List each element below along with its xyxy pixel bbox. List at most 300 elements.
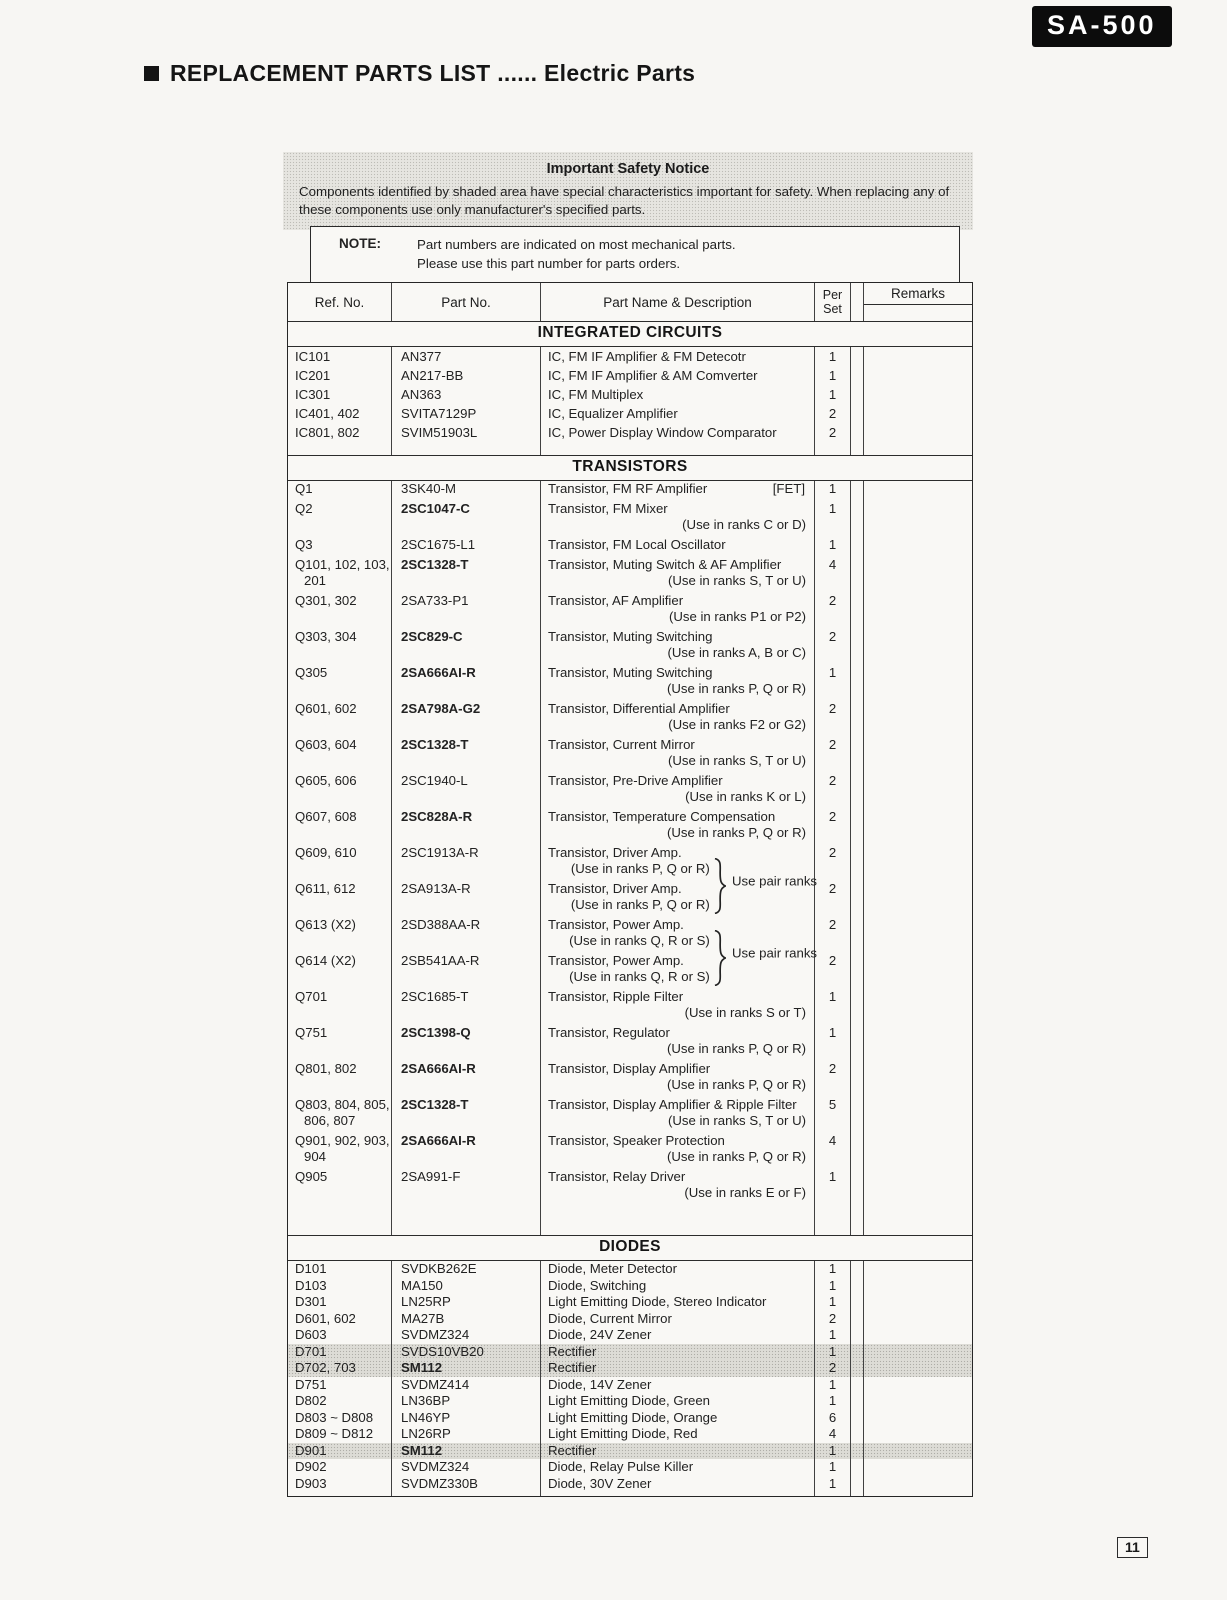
- description-cell: [541, 481, 815, 501]
- page-number: 11: [1117, 1537, 1148, 1558]
- part-name-line: Light Emitting Diode, Stereo Indicator: [548, 1294, 767, 1309]
- per-set-cell: 1: [815, 481, 851, 501]
- ref-no-cell: Q2: [288, 501, 392, 537]
- remarks-cell: [864, 737, 972, 773]
- use-rank-note: (Use in ranks S, T or U): [667, 573, 806, 588]
- section-header-diodes: DIODES: [288, 1236, 972, 1261]
- ref-no-cell: Q701: [288, 989, 392, 1025]
- part-name-line: Transistor, AF Amplifier: [548, 593, 684, 608]
- gap-cell: [851, 385, 864, 404]
- description-cell: [541, 593, 815, 629]
- remarks-cell: [864, 809, 972, 845]
- ref-no-cell: Q751: [288, 1025, 392, 1061]
- use-rank-note: (Use in ranks P, Q or R): [667, 1149, 806, 1164]
- gap-cell: [851, 1327, 864, 1344]
- remarks-cell: [864, 1327, 972, 1344]
- gap-cell: [851, 347, 864, 366]
- gap-cell: [851, 1097, 864, 1133]
- table-row: [288, 481, 972, 501]
- ref-no-cell: D901: [288, 1443, 392, 1460]
- model-badge: SA-500: [1032, 6, 1172, 47]
- use-rank-note: (Use in ranks P, Q or R): [667, 825, 806, 840]
- description-cell: [541, 1261, 815, 1278]
- gap-cell: [815, 1492, 851, 1496]
- description-cell: [541, 1169, 815, 1205]
- remarks-cell: [864, 404, 972, 423]
- per-set-cell: 4: [815, 557, 851, 593]
- part-no-cell: 2SC1398-Q: [392, 1025, 541, 1061]
- description-cell: [541, 773, 815, 809]
- ref-no-cell: D802: [288, 1393, 392, 1410]
- description-cell: [541, 1393, 815, 1410]
- gap-cell: [864, 1205, 972, 1235]
- gap-cell: [851, 366, 864, 385]
- ref-no-line2: 904: [304, 1149, 327, 1164]
- section-gap: [288, 1205, 972, 1236]
- remarks-cell: [864, 385, 972, 404]
- part-no-cell: SVDMZ414: [392, 1377, 541, 1394]
- part-name-line: Light Emitting Diode, Orange: [548, 1409, 718, 1425]
- table-row: [288, 1133, 972, 1169]
- ref-no-cell: Q603, 604: [288, 737, 392, 773]
- part-no-cell: 2SC1940-L: [392, 773, 541, 809]
- section-rows: [288, 1261, 972, 1492]
- gap-cell: [288, 442, 392, 455]
- ref-no-cell: D101: [288, 1261, 392, 1278]
- gap-cell: [851, 1377, 864, 1394]
- per-set-cell: 2: [815, 1360, 851, 1377]
- per-set-cell: 2: [815, 629, 851, 665]
- gap-cell: [851, 1205, 864, 1235]
- part-name-line: Diode, Current Mirror: [548, 1310, 672, 1326]
- use-rank-note: (Use in ranks P, Q or R): [667, 1077, 806, 1092]
- remarks-cell: [864, 501, 972, 537]
- table-row: [288, 881, 972, 917]
- description-cell: [541, 423, 815, 442]
- table-row: [288, 1025, 972, 1061]
- part-name-line: Transistor, FM RF Amplifier [FET]: [548, 481, 809, 497]
- part-no-cell: 2SC1047-C: [392, 501, 541, 537]
- per-set-cell: 4: [815, 1426, 851, 1443]
- remarks-cell: [864, 989, 972, 1025]
- part-no-cell: SVDKB262E: [392, 1261, 541, 1278]
- header-remarks: Remarks: [864, 283, 972, 321]
- part-no-cell: LN25RP: [392, 1294, 541, 1311]
- per-set-cell: 1: [815, 1169, 851, 1205]
- remarks-cell: [864, 1360, 972, 1377]
- part-no-cell: 2SA991-F: [392, 1169, 541, 1205]
- ref-no-cell: D902: [288, 1459, 392, 1476]
- ref-no-cell: Q1: [288, 481, 392, 501]
- ref-no-cell: IC401, 402: [288, 404, 392, 423]
- gap-cell: [851, 953, 864, 989]
- gap-cell: [851, 1061, 864, 1097]
- gap-cell: [851, 1278, 864, 1295]
- per-set-cell: 1: [815, 989, 851, 1025]
- description-cell: [541, 404, 815, 423]
- part-no-cell: 2SD388AA-R: [392, 917, 541, 953]
- part-no-cell: 2SC1913A-R: [392, 845, 541, 881]
- per-set-cell: 6: [815, 1410, 851, 1427]
- part-name-line: Light Emitting Diode, Green: [548, 1393, 710, 1408]
- header-part-name-description: Part Name & Description: [541, 283, 815, 321]
- gap-cell: [851, 881, 864, 917]
- ref-no-cell: Q611, 612: [288, 881, 392, 917]
- per-set-cell: 1: [815, 1476, 851, 1493]
- table-row: [288, 557, 972, 593]
- gap-cell: [392, 1205, 541, 1235]
- use-rank-note: (Use in ranks E or F): [684, 1185, 806, 1200]
- gap-cell: [851, 773, 864, 809]
- ref-no-cell: D603: [288, 1327, 392, 1344]
- part-name-line: Transistor, Display Amplifier & Ripple Filter: [548, 1097, 797, 1112]
- per-set-cell: 1: [815, 1261, 851, 1278]
- gap-cell: [851, 537, 864, 557]
- use-rank-note: (Use in ranks S, T or U): [667, 1113, 806, 1128]
- ref-no-cell: Q101, 102, 103, 201: [288, 557, 392, 593]
- part-no-cell: LN46YP: [392, 1410, 541, 1427]
- use-rank-note: (Use in ranks K or L): [685, 789, 806, 804]
- gap-cell: [851, 1344, 864, 1361]
- fet-tag: [FET]: [772, 481, 805, 496]
- table-row: [288, 917, 972, 953]
- gap-cell: [851, 809, 864, 845]
- use-rank-note: (Use in ranks F2 or G2): [668, 717, 806, 732]
- per-set-cell: 1: [815, 1344, 851, 1361]
- part-name-line: Transistor, Muting Switch & AF Amplifier: [548, 557, 782, 572]
- per-set-cell: 1: [815, 1294, 851, 1311]
- table-row: [288, 1278, 972, 1295]
- table-row: [288, 501, 972, 537]
- part-no-cell: 2SA913A-R: [392, 881, 541, 917]
- description-cell: [541, 1459, 815, 1476]
- table-row: [288, 1360, 972, 1377]
- safety-notice-title: Important Safety Notice: [546, 161, 710, 177]
- gap-cell: [851, 481, 864, 501]
- note-label: NOTE:: [339, 236, 381, 251]
- remarks-cell: [864, 537, 972, 557]
- gap-cell: [851, 1459, 864, 1476]
- table-row: [288, 989, 972, 1025]
- remarks-cell: [864, 593, 972, 629]
- ref-no-cell: IC301: [288, 385, 392, 404]
- description-cell: [541, 1097, 815, 1133]
- table-row: [288, 701, 972, 737]
- part-name-line: Transistor, Current Mirror: [548, 737, 695, 752]
- section-gap: [288, 1492, 972, 1496]
- per-set-cell: 2: [815, 701, 851, 737]
- part-name-line: Diode, Meter Detector: [548, 1261, 677, 1276]
- part-name-line: Transistor, Ripple Filter: [548, 989, 684, 1004]
- ref-no-cell: Q614 (X2): [288, 953, 392, 989]
- remarks-cell: [864, 1097, 972, 1133]
- remarks-cell: [864, 481, 972, 501]
- part-no-cell: 2SA798A-G2: [392, 701, 541, 737]
- per-set-cell: 1: [815, 665, 851, 701]
- pair-brace-icon: [713, 930, 726, 986]
- ref-no-cell: Q801, 802: [288, 1061, 392, 1097]
- per-set-cell: 2: [815, 737, 851, 773]
- table-row: [288, 1311, 972, 1328]
- ref-no-cell: Q905: [288, 1169, 392, 1205]
- description-cell: [541, 701, 815, 737]
- gap-cell: [851, 989, 864, 1025]
- remarks-cell: [864, 1133, 972, 1169]
- gap-cell: [851, 1360, 864, 1377]
- per-set-cell: 2: [815, 773, 851, 809]
- part-name-line: Transistor, Relay Driver: [548, 1169, 686, 1184]
- ref-no-cell: Q609, 610: [288, 845, 392, 881]
- part-name-line: Transistor, Temperature Compensation: [548, 809, 776, 824]
- gap-cell: [541, 1205, 815, 1235]
- per-set-cell: 1: [815, 366, 851, 385]
- per-set-cell: 2: [815, 917, 851, 953]
- remarks-cell: [864, 701, 972, 737]
- remarks-cell: [864, 1061, 972, 1097]
- part-name-line: Transistor, Muting Switching: [548, 665, 713, 680]
- table-row: [288, 1393, 972, 1410]
- gap-cell: [541, 1492, 815, 1496]
- note-line-2: Please use this part number for parts orders.: [417, 256, 681, 271]
- pair-rank-label: Use pair ranks: [732, 945, 818, 961]
- part-name-line: Diode, Switching: [548, 1277, 647, 1293]
- remarks-cell: [864, 953, 972, 989]
- table-row: [288, 1410, 972, 1427]
- title-bullet-icon: [144, 66, 159, 81]
- part-no-cell: SM112: [392, 1443, 541, 1460]
- gap-cell: [864, 442, 972, 455]
- gap-cell: [851, 665, 864, 701]
- description-cell: [541, 1294, 815, 1311]
- description-cell: [541, 1025, 815, 1061]
- header-gap-column: [851, 283, 864, 321]
- remarks-cell: [864, 1025, 972, 1061]
- header-per-set: Per Set: [815, 283, 851, 321]
- ref-no-line2: 201: [304, 573, 327, 588]
- ref-no-cell: D751: [288, 1377, 392, 1394]
- remarks-cell: [864, 1476, 972, 1493]
- gap-cell: [851, 737, 864, 773]
- ref-no-cell: D601, 602: [288, 1311, 392, 1328]
- description-cell: [541, 989, 815, 1025]
- section-header-integrated-circuits: INTEGRATED CIRCUITS: [288, 322, 972, 347]
- table-row: [288, 347, 972, 366]
- description-cell: [541, 1344, 815, 1361]
- remarks-cell: [864, 1443, 972, 1460]
- ref-no-cell: Q605, 606: [288, 773, 392, 809]
- part-no-cell: AN217-BB: [392, 366, 541, 385]
- remarks-cell: [864, 1377, 972, 1394]
- section-rows: [288, 481, 972, 1205]
- table-body: [288, 322, 972, 1496]
- gap-cell: [851, 1492, 864, 1496]
- ref-no-cell: Q607, 608: [288, 809, 392, 845]
- gap-cell: [541, 442, 815, 455]
- gap-cell: [851, 917, 864, 953]
- part-no-cell: 2SB541AA-R: [392, 953, 541, 989]
- part-name-line: Transistor, Display Amplifier: [548, 1061, 711, 1076]
- remarks-cell: [864, 366, 972, 385]
- description-cell: [541, 557, 815, 593]
- remarks-cell: [864, 1344, 972, 1361]
- table-row: [288, 1061, 972, 1097]
- part-name-line: Rectifier: [548, 1442, 597, 1458]
- gap-cell: [288, 1492, 392, 1496]
- section-rows: [288, 347, 972, 442]
- per-set-cell: 1: [815, 347, 851, 366]
- remarks-divider-line: [864, 304, 972, 305]
- part-name-line: IC, FM Multiplex: [548, 387, 644, 402]
- part-name-line: Transistor, Pre-Drive Amplifier: [548, 773, 723, 788]
- gap-cell: [851, 404, 864, 423]
- gap-cell: [851, 845, 864, 881]
- remarks-cell: [864, 845, 972, 881]
- table-row: [288, 953, 972, 989]
- per-set-cell: 1: [815, 1443, 851, 1460]
- use-rank-note: (Use in ranks Q, R or S): [569, 969, 710, 984]
- gap-cell: [851, 423, 864, 442]
- gap-cell: [851, 1426, 864, 1443]
- per-set-cell: 2: [815, 423, 851, 442]
- description-cell: [541, 809, 815, 845]
- table-row: [288, 1169, 972, 1205]
- gap-cell: [851, 1169, 864, 1205]
- description-cell: [541, 1377, 815, 1394]
- use-rank-note: (Use in ranks Q, R or S): [569, 933, 710, 948]
- ref-no-cell: D701: [288, 1344, 392, 1361]
- note-lines: [417, 235, 736, 273]
- remarks-cell: [864, 1278, 972, 1295]
- part-no-cell: SVITA7129P: [392, 404, 541, 423]
- use-rank-note: (Use in ranks P, Q or R): [570, 861, 710, 876]
- table-row: [288, 423, 972, 442]
- use-rank-note: (Use in ranks S, T or U): [667, 753, 806, 768]
- safety-notice-body: Components identified by shaded area have special characteristics important for safety. When replacing any of these components use only manufacturer's specified parts.: [299, 184, 950, 217]
- ref-no-cell: D809 ~ D812: [288, 1426, 392, 1443]
- table-row: [288, 1097, 972, 1133]
- gap-cell: [851, 1294, 864, 1311]
- table-row: [288, 629, 972, 665]
- part-no-cell: LN26RP: [392, 1426, 541, 1443]
- per-set-cell: 2: [815, 953, 851, 989]
- per-set-cell: 1: [815, 1393, 851, 1410]
- description-cell: [541, 1410, 815, 1427]
- gap-cell: [815, 442, 851, 455]
- remarks-cell: [864, 1294, 972, 1311]
- remarks-cell: [864, 557, 972, 593]
- table-row: [288, 537, 972, 557]
- remarks-cell: [864, 773, 972, 809]
- part-name-line: Transistor, Power Amp.: [548, 917, 684, 932]
- gap-cell: [851, 557, 864, 593]
- remarks-cell: [864, 1261, 972, 1278]
- remarks-cell: [864, 917, 972, 953]
- ref-no-cell: Q901, 902, 903, 904: [288, 1133, 392, 1169]
- part-name-line: Transistor, Driver Amp.: [548, 881, 682, 896]
- part-name-line: Transistor, Driver Amp.: [548, 845, 682, 860]
- part-name-line: Transistor, Muting Switching: [548, 629, 713, 644]
- part-name-line: IC, FM IF Amplifier & FM Detecotr: [548, 349, 746, 364]
- description-cell: [541, 537, 815, 557]
- table-row: [288, 1426, 972, 1443]
- gap-cell: [851, 501, 864, 537]
- part-name-line: Transistor, Power Amp.: [548, 953, 684, 968]
- per-set-cell: 1: [815, 1327, 851, 1344]
- per-set-cell: 2: [815, 404, 851, 423]
- description-cell: [541, 366, 815, 385]
- table-row: [288, 1261, 972, 1278]
- table-row: [288, 385, 972, 404]
- page-title: [144, 60, 695, 87]
- gap-cell: [851, 1025, 864, 1061]
- per-set-cell: 2: [815, 881, 851, 917]
- per-set-cell: 5: [815, 1097, 851, 1133]
- per-set-cell: 4: [815, 1133, 851, 1169]
- table-row: [288, 665, 972, 701]
- table-row: [288, 809, 972, 845]
- description-cell: [541, 629, 815, 665]
- table-row: [288, 737, 972, 773]
- description-cell: [541, 1311, 815, 1328]
- per-set-cell: 1: [815, 1459, 851, 1476]
- ref-no-cell: Q303, 304: [288, 629, 392, 665]
- table-row: [288, 1443, 972, 1460]
- description-cell: [541, 1133, 815, 1169]
- part-name-line: Diode, 30V Zener: [548, 1475, 652, 1491]
- part-no-cell: 2SA666AI-R: [392, 1133, 541, 1169]
- use-rank-note: (Use in ranks A, B or C): [667, 645, 806, 660]
- part-no-cell: SVIM51903L: [392, 423, 541, 442]
- ref-no-cell: D301: [288, 1294, 392, 1311]
- part-no-cell: MA27B: [392, 1311, 541, 1328]
- per-set-cell: 2: [815, 593, 851, 629]
- part-name-line: Transistor, Speaker Protection: [548, 1133, 725, 1148]
- use-rank-note: (Use in ranks S or T): [684, 1005, 806, 1020]
- gap-cell: [851, 442, 864, 455]
- table-row: [288, 593, 972, 629]
- ref-no-cell: D702, 703: [288, 1360, 392, 1377]
- part-no-cell: 2SC1328-T: [392, 557, 541, 593]
- gap-cell: [851, 1393, 864, 1410]
- description-cell: [541, 1061, 815, 1097]
- ref-no-cell: Q301, 302: [288, 593, 392, 629]
- part-no-cell: 2SC1675-L1: [392, 537, 541, 557]
- gap-cell: [288, 1205, 392, 1235]
- per-set-cell: 1: [815, 1278, 851, 1295]
- description-cell: [541, 385, 815, 404]
- part-name-line: Transistor, Differential Amplifier: [548, 701, 730, 716]
- part-name-line: Diode, 24V Zener: [548, 1327, 652, 1342]
- part-no-cell: SVDMZ324: [392, 1459, 541, 1476]
- table-header-row: [288, 283, 972, 322]
- part-no-cell: 3SK40-M: [392, 481, 541, 501]
- description-cell: [541, 1426, 815, 1443]
- part-no-cell: AN377: [392, 347, 541, 366]
- remarks-cell: [864, 1426, 972, 1443]
- ref-no-cell: D103: [288, 1278, 392, 1295]
- table-row: [288, 1294, 972, 1311]
- gap-cell: [851, 1410, 864, 1427]
- remarks-cell: [864, 347, 972, 366]
- ref-no-cell: Q613 (X2): [288, 917, 392, 953]
- remarks-cell: [864, 1459, 972, 1476]
- gap-cell: [851, 593, 864, 629]
- use-rank-note: (Use in ranks P1 or P2): [668, 609, 806, 624]
- per-set-cell: 1: [815, 501, 851, 537]
- part-no-cell: 2SC829-C: [392, 629, 541, 665]
- per-set-cell: 2: [815, 809, 851, 845]
- gap-cell: [392, 442, 541, 455]
